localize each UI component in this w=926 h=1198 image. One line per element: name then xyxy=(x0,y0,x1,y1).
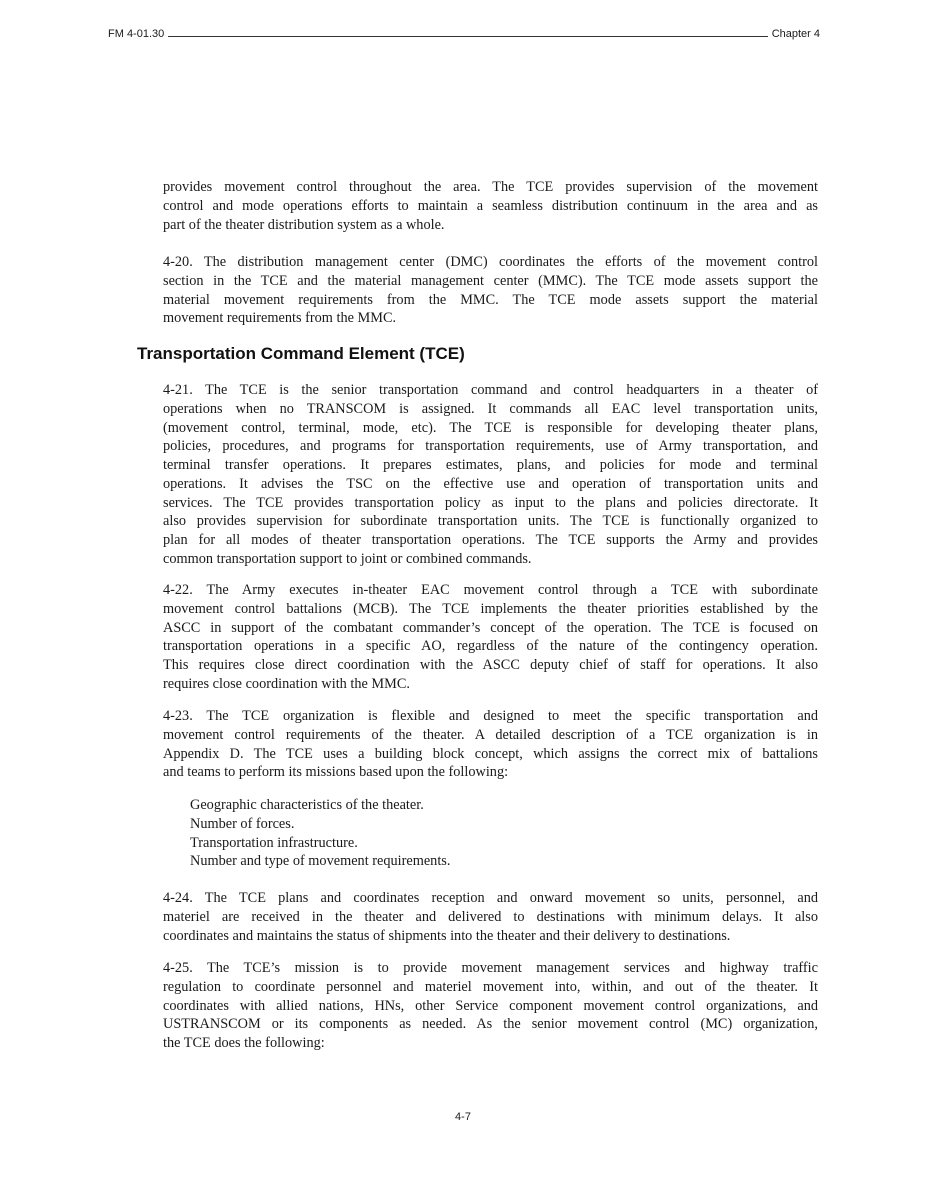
paragraph-4-22 xyxy=(163,581,818,694)
text-line: common transportation support to joint or combined commands. xyxy=(163,550,532,567)
requirements-list xyxy=(190,796,790,871)
text-line: materiel are received in the theater and delivered to destinations with minimum delays. It also xyxy=(163,908,818,925)
text-line: USTRANSCOM or its components as needed. As the senior movement control (MC) organization, xyxy=(163,1016,818,1033)
text-line: and teams to perform its missions based upon the following: xyxy=(163,764,509,781)
running-header xyxy=(108,26,820,40)
text-line: also provides supervision for subordinate transportation units. The TCE is functionally organized to xyxy=(163,513,818,530)
text-line: requires close coordination with the MMC. xyxy=(163,675,410,692)
header-chapter: Chapter 4 xyxy=(771,28,820,40)
text-line: Appendix D. The TCE uses a building block concept, which assigns the correct mix of battalions xyxy=(163,745,818,762)
text-line: (movement control, terminal, mode, etc). The TCE is responsible for developing theater plans, xyxy=(163,419,818,436)
text-line: provides movement control throughout the area. The TCE provides supervision of the movement xyxy=(163,179,818,195)
text-line: transportation operations in a specific AO, regardless of the nature of the contingency operation. xyxy=(163,638,818,655)
paragraph-4-21 xyxy=(163,381,818,569)
list-item: Number and type of movement requirements. xyxy=(190,853,451,870)
text-line: coordinates with allied nations, HNs, other Service component movement control organizations, and xyxy=(163,997,818,1014)
text-line: ASCC in support of the combatant commander’s concept of the operation. The TCE is focused on xyxy=(163,619,818,636)
text-line: 4-21. The TCE is the senior transportation command and control headquarters in a theater of xyxy=(163,382,818,398)
header-doc-id: FM 4-01.30 xyxy=(108,28,165,40)
paragraph-continued xyxy=(163,178,818,234)
section-heading: Transportation Command Element (TCE) xyxy=(137,344,465,363)
text-line: policies, procedures, and programs for transportation requirements, use of Army transportation, and xyxy=(163,438,818,455)
text-line: 4-20. The distribution management center (DMC) coordinates the efforts of the movement control xyxy=(163,254,818,270)
text-line: control and mode operations efforts to maintain a seamless distribution continuum in the area and as xyxy=(163,197,818,214)
text-line: plan for all modes of theater transportation operations. The TCE supports the Army and provides xyxy=(163,532,818,548)
text-line: section in the TCE and the material management center (MMC). The TCE mode assets support the xyxy=(163,272,818,289)
text-line: operations when no TRANSCOM is assigned. It commands all EAC level transportation units, xyxy=(163,400,818,417)
text-line: 4-23. The TCE organization is flexible and designed to meet the specific transportation and xyxy=(163,708,818,724)
text-line: regulation to coordinate personnel and materiel movement into, within, and out of the theater. It xyxy=(163,978,818,995)
text-line: 4-25. The TCE’s mission is to provide movement management services and highway traffic xyxy=(163,960,818,976)
text-line: movement control battalions (MCB). The TCE implements the theater priorities established by the xyxy=(163,600,818,617)
text-line: movement requirements from the MMC. xyxy=(163,310,397,327)
text-line: movement control requirements of the theater. A detailed description of a TCE organization is in xyxy=(163,726,818,743)
list-item: Geographic characteristics of the theater. xyxy=(190,797,424,813)
text-line: 4-24. The TCE plans and coordinates reception and onward movement so units, personnel, and xyxy=(163,890,818,906)
text-line: coordinates and maintains the status of shipments into the theater and their delivery to destinations. xyxy=(163,927,731,944)
list-item: Number of forces. xyxy=(190,815,295,832)
text-line: terminal transfer operations. It prepares estimates, plans, and policies for mode and terminal xyxy=(163,457,818,473)
paragraph-4-25 xyxy=(163,959,818,1053)
paragraph-4-24 xyxy=(163,889,818,945)
list-item: Transportation infrastructure. xyxy=(190,834,358,851)
text-line: part of the theater distribution system as a whole. xyxy=(163,216,445,233)
text-line: 4-22. The Army executes in-theater EAC movement control through a TCE with subordinate xyxy=(163,582,818,598)
page-number: 4-7 xyxy=(455,1111,471,1123)
text-line: material movement requirements from the MMC. The TCE mode assets support the material xyxy=(163,291,818,308)
header-rule xyxy=(168,36,767,37)
text-line: the TCE does the following: xyxy=(163,1035,325,1051)
paragraph-4-20 xyxy=(163,253,818,328)
text-line: services. The TCE provides transportation policy as input to the plans and policies directorate. It xyxy=(163,494,818,511)
text-line: This requires close direct coordination with the ASCC deputy chief of staff for operations. It also xyxy=(163,657,818,673)
paragraph-4-23 xyxy=(163,707,818,782)
text-line: operations. It advises the TSC on the effective use and operation of transportation units and xyxy=(163,475,818,492)
